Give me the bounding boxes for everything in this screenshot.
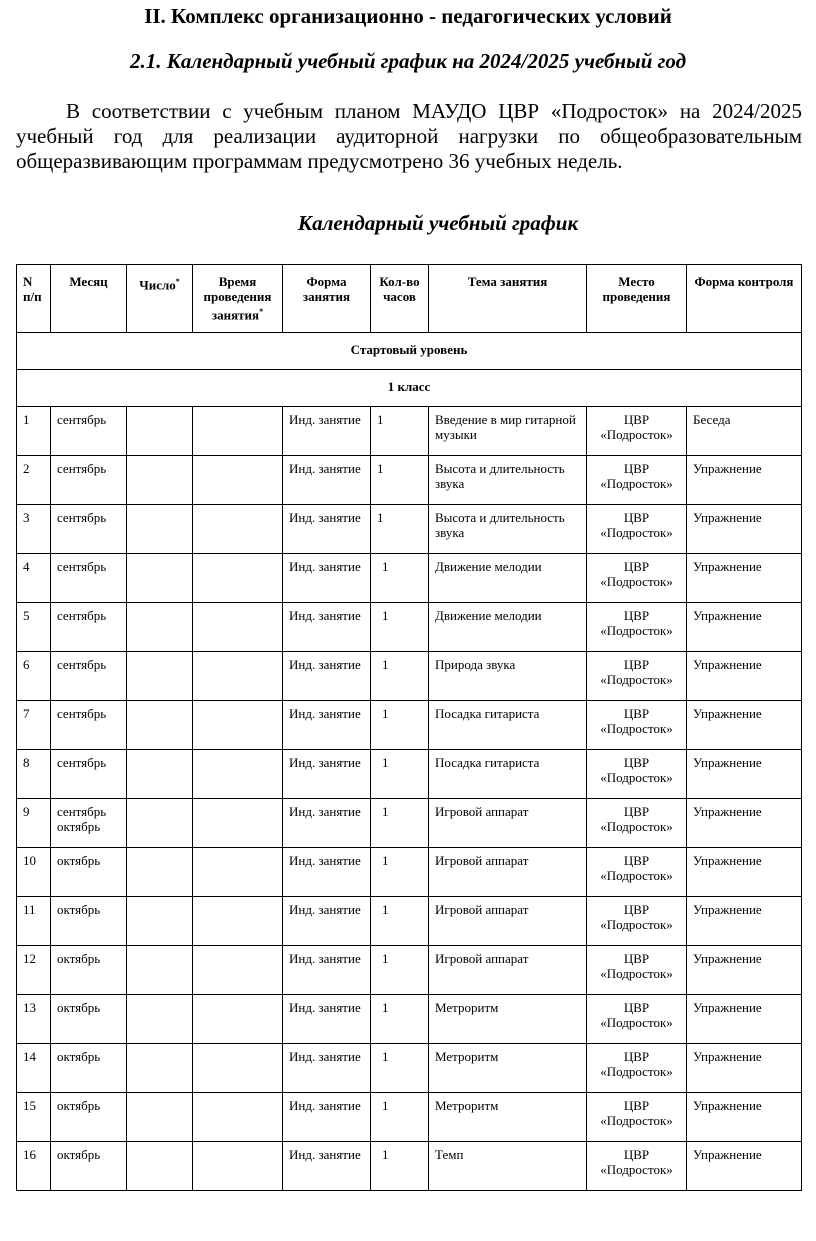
cell-month: сентябрь [51, 554, 127, 603]
header-control: Форма контроля [687, 265, 802, 333]
table-row [17, 750, 802, 799]
cell-number: 10 [17, 848, 51, 897]
cell-time [193, 603, 283, 652]
cell-time [193, 897, 283, 946]
cell-control: Упражнение [687, 1044, 802, 1093]
header-number: N п/п [17, 265, 51, 333]
cell-time [193, 701, 283, 750]
cell-topic: Игровой аппарат [429, 897, 587, 946]
cell-control: Упражнение [687, 1142, 802, 1191]
cell-topic: Метроритм [429, 995, 587, 1044]
cell-control: Упражнение [687, 799, 802, 848]
cell-form: Инд. занятие [283, 750, 371, 799]
cell-number: 5 [17, 603, 51, 652]
cell-date [127, 946, 193, 995]
cell-place: ЦВР «Подросток» [587, 1093, 687, 1142]
cell-hours: 1 [371, 701, 429, 750]
cell-topic: Высота и длительность звука [429, 456, 587, 505]
table-row [17, 652, 802, 701]
cell-control: Упражнение [687, 652, 802, 701]
cell-number: 9 [17, 799, 51, 848]
header-hours: Кол-во часов [371, 265, 429, 333]
cell-topic: Метроритм [429, 1093, 587, 1142]
level-row: Стартовый уровень [17, 333, 802, 370]
cell-date [127, 505, 193, 554]
footnote-mark: * [259, 307, 264, 316]
table-row [17, 897, 802, 946]
header-row [17, 265, 802, 333]
cell-form: Инд. занятие [283, 505, 371, 554]
header-month: Месяц [51, 265, 127, 333]
cell-place: ЦВР «Подросток» [587, 946, 687, 995]
cell-control: Упражнение [687, 1093, 802, 1142]
section-heading: II. Комплекс организационно - педагогических условий [144, 4, 672, 28]
cell-number: 13 [17, 995, 51, 1044]
table-row [17, 946, 802, 995]
cell-control: Беседа [687, 407, 802, 456]
cell-month: октябрь [51, 897, 127, 946]
header-form: Форма занятия [283, 265, 371, 333]
cell-topic: Высота и длительность звука [429, 505, 587, 554]
cell-form: Инд. занятие [283, 848, 371, 897]
cell-month: сентябрь [51, 701, 127, 750]
cell-topic: Движение мелодии [429, 603, 587, 652]
cell-topic: Посадка гитариста [429, 750, 587, 799]
cell-control: Упражнение [687, 995, 802, 1044]
cell-topic: Игровой аппарат [429, 848, 587, 897]
cell-month: октябрь [51, 995, 127, 1044]
table-row [17, 603, 802, 652]
header-time: Время проведения занятия* [193, 265, 283, 333]
cell-date [127, 897, 193, 946]
cell-control: Упражнение [687, 946, 802, 995]
cell-form: Инд. занятие [283, 652, 371, 701]
cell-month: октябрь [51, 1044, 127, 1093]
header-date: Число* [127, 265, 193, 333]
cell-place: ЦВР «Подросток» [587, 897, 687, 946]
cell-time [193, 799, 283, 848]
cell-date [127, 701, 193, 750]
cell-place: ЦВР «Подросток» [587, 1142, 687, 1191]
cell-form: Инд. занятие [283, 603, 371, 652]
cell-hours: 1 [371, 456, 429, 505]
cell-date [127, 1142, 193, 1191]
cell-number: 16 [17, 1142, 51, 1191]
cell-place: ЦВР «Подросток» [587, 750, 687, 799]
cell-control: Упражнение [687, 701, 802, 750]
cell-date [127, 407, 193, 456]
cell-date [127, 1044, 193, 1093]
table-row [17, 701, 802, 750]
cell-hours: 1 [371, 897, 429, 946]
cell-form: Инд. занятие [283, 1044, 371, 1093]
cell-time [193, 456, 283, 505]
cell-date [127, 554, 193, 603]
cell-form: Инд. занятие [283, 407, 371, 456]
cell-month: октябрь [51, 1142, 127, 1191]
cell-month: сентябрь октябрь [51, 799, 127, 848]
cell-time [193, 848, 283, 897]
cell-time [193, 1142, 283, 1191]
cell-form: Инд. занятие [283, 554, 371, 603]
cell-date [127, 750, 193, 799]
cell-month: сентябрь [51, 603, 127, 652]
cell-place: ЦВР «Подросток» [587, 407, 687, 456]
cell-control: Упражнение [687, 554, 802, 603]
cell-topic: Игровой аппарат [429, 946, 587, 995]
header-topic: Тема занятия [429, 265, 587, 333]
cell-control: Упражнение [687, 603, 802, 652]
cell-hours: 1 [371, 848, 429, 897]
cell-date [127, 603, 193, 652]
cell-place: ЦВР «Подросток» [587, 995, 687, 1044]
table-row [17, 799, 802, 848]
cell-date [127, 652, 193, 701]
cell-hours: 1 [371, 799, 429, 848]
cell-form: Инд. занятие [283, 701, 371, 750]
cell-control: Упражнение [687, 456, 802, 505]
subsection-heading: 2.1. Календарный учебный график на 2024/2025 учебный год [129, 49, 687, 73]
cell-hours: 1 [371, 652, 429, 701]
cell-place: ЦВР «Подросток» [587, 456, 687, 505]
cell-form: Инд. занятие [283, 897, 371, 946]
cell-number: 8 [17, 750, 51, 799]
cell-hours: 1 [371, 505, 429, 554]
cell-form: Инд. занятие [283, 799, 371, 848]
cell-form: Инд. занятие [283, 946, 371, 995]
cell-place: ЦВР «Подросток» [587, 848, 687, 897]
cell-topic: Темп [429, 1142, 587, 1191]
cell-date [127, 456, 193, 505]
table-row [17, 1044, 802, 1093]
schedule-table [16, 264, 802, 1191]
cell-time [193, 750, 283, 799]
cell-number: 14 [17, 1044, 51, 1093]
cell-place: ЦВР «Подросток» [587, 505, 687, 554]
cell-place: ЦВР «Подросток» [587, 603, 687, 652]
cell-control: Упражнение [687, 505, 802, 554]
table-row [17, 995, 802, 1044]
cell-number: 3 [17, 505, 51, 554]
cell-form: Инд. занятие [283, 456, 371, 505]
cell-topic: Введение в мир гитарной музыки [429, 407, 587, 456]
table-title: Календарный учебный график [297, 211, 579, 235]
cell-place: ЦВР «Подросток» [587, 799, 687, 848]
cell-month: октябрь [51, 1093, 127, 1142]
cell-control: Упражнение [687, 750, 802, 799]
cell-month: сентябрь [51, 652, 127, 701]
cell-hours: 1 [371, 1142, 429, 1191]
cell-time [193, 995, 283, 1044]
cell-hours: 1 [371, 407, 429, 456]
cell-hours: 1 [371, 554, 429, 603]
intro-paragraph: В соответствии с учебным планом МАУДО ЦВР «Подросток» на 2024/2025 учебный год для реализации аудиторной нагрузки по общеобразовательным общеразвивающим программам предусмотрено 36 учебных недель. [16, 99, 802, 173]
cell-form: Инд. занятие [283, 995, 371, 1044]
cell-month: сентябрь [51, 407, 127, 456]
cell-number: 6 [17, 652, 51, 701]
cell-control: Упражнение [687, 897, 802, 946]
cell-hours: 1 [371, 946, 429, 995]
cell-number: 2 [17, 456, 51, 505]
table-row [17, 848, 802, 897]
cell-hours: 1 [371, 750, 429, 799]
cell-hours: 1 [371, 603, 429, 652]
cell-form: Инд. занятие [283, 1142, 371, 1191]
cell-date [127, 1093, 193, 1142]
cell-date [127, 995, 193, 1044]
cell-time [193, 946, 283, 995]
footnote-mark: * [175, 277, 180, 286]
table-row [17, 1093, 802, 1142]
cell-month: сентябрь [51, 505, 127, 554]
cell-number: 7 [17, 701, 51, 750]
table-row [17, 1142, 802, 1191]
table-row [17, 456, 802, 505]
cell-hours: 1 [371, 1044, 429, 1093]
cell-time [193, 554, 283, 603]
cell-time [193, 1093, 283, 1142]
cell-topic: Движение мелодии [429, 554, 587, 603]
table-row [17, 505, 802, 554]
cell-time [193, 407, 283, 456]
cell-place: ЦВР «Подросток» [587, 701, 687, 750]
cell-control: Упражнение [687, 848, 802, 897]
cell-time [193, 505, 283, 554]
cell-month: октябрь [51, 848, 127, 897]
cell-place: ЦВР «Подросток» [587, 652, 687, 701]
cell-number: 12 [17, 946, 51, 995]
cell-place: ЦВР «Подросток» [587, 554, 687, 603]
cell-number: 1 [17, 407, 51, 456]
cell-time [193, 652, 283, 701]
cell-number: 4 [17, 554, 51, 603]
cell-topic: Природа звука [429, 652, 587, 701]
header-place: Место проведения [587, 265, 687, 333]
cell-month: октябрь [51, 946, 127, 995]
cell-month: сентябрь [51, 456, 127, 505]
cell-hours: 1 [371, 995, 429, 1044]
cell-topic: Метроритм [429, 1044, 587, 1093]
table-row [17, 407, 802, 456]
cell-topic: Посадка гитариста [429, 701, 587, 750]
cell-topic: Игровой аппарат [429, 799, 587, 848]
cell-month: сентябрь [51, 750, 127, 799]
class-row: 1 класс [17, 370, 802, 407]
cell-date [127, 848, 193, 897]
cell-date [127, 799, 193, 848]
cell-number: 11 [17, 897, 51, 946]
table-row [17, 554, 802, 603]
cell-form: Инд. занятие [283, 1093, 371, 1142]
cell-place: ЦВР «Подросток» [587, 1044, 687, 1093]
cell-time [193, 1044, 283, 1093]
cell-hours: 1 [371, 1093, 429, 1142]
cell-number: 15 [17, 1093, 51, 1142]
